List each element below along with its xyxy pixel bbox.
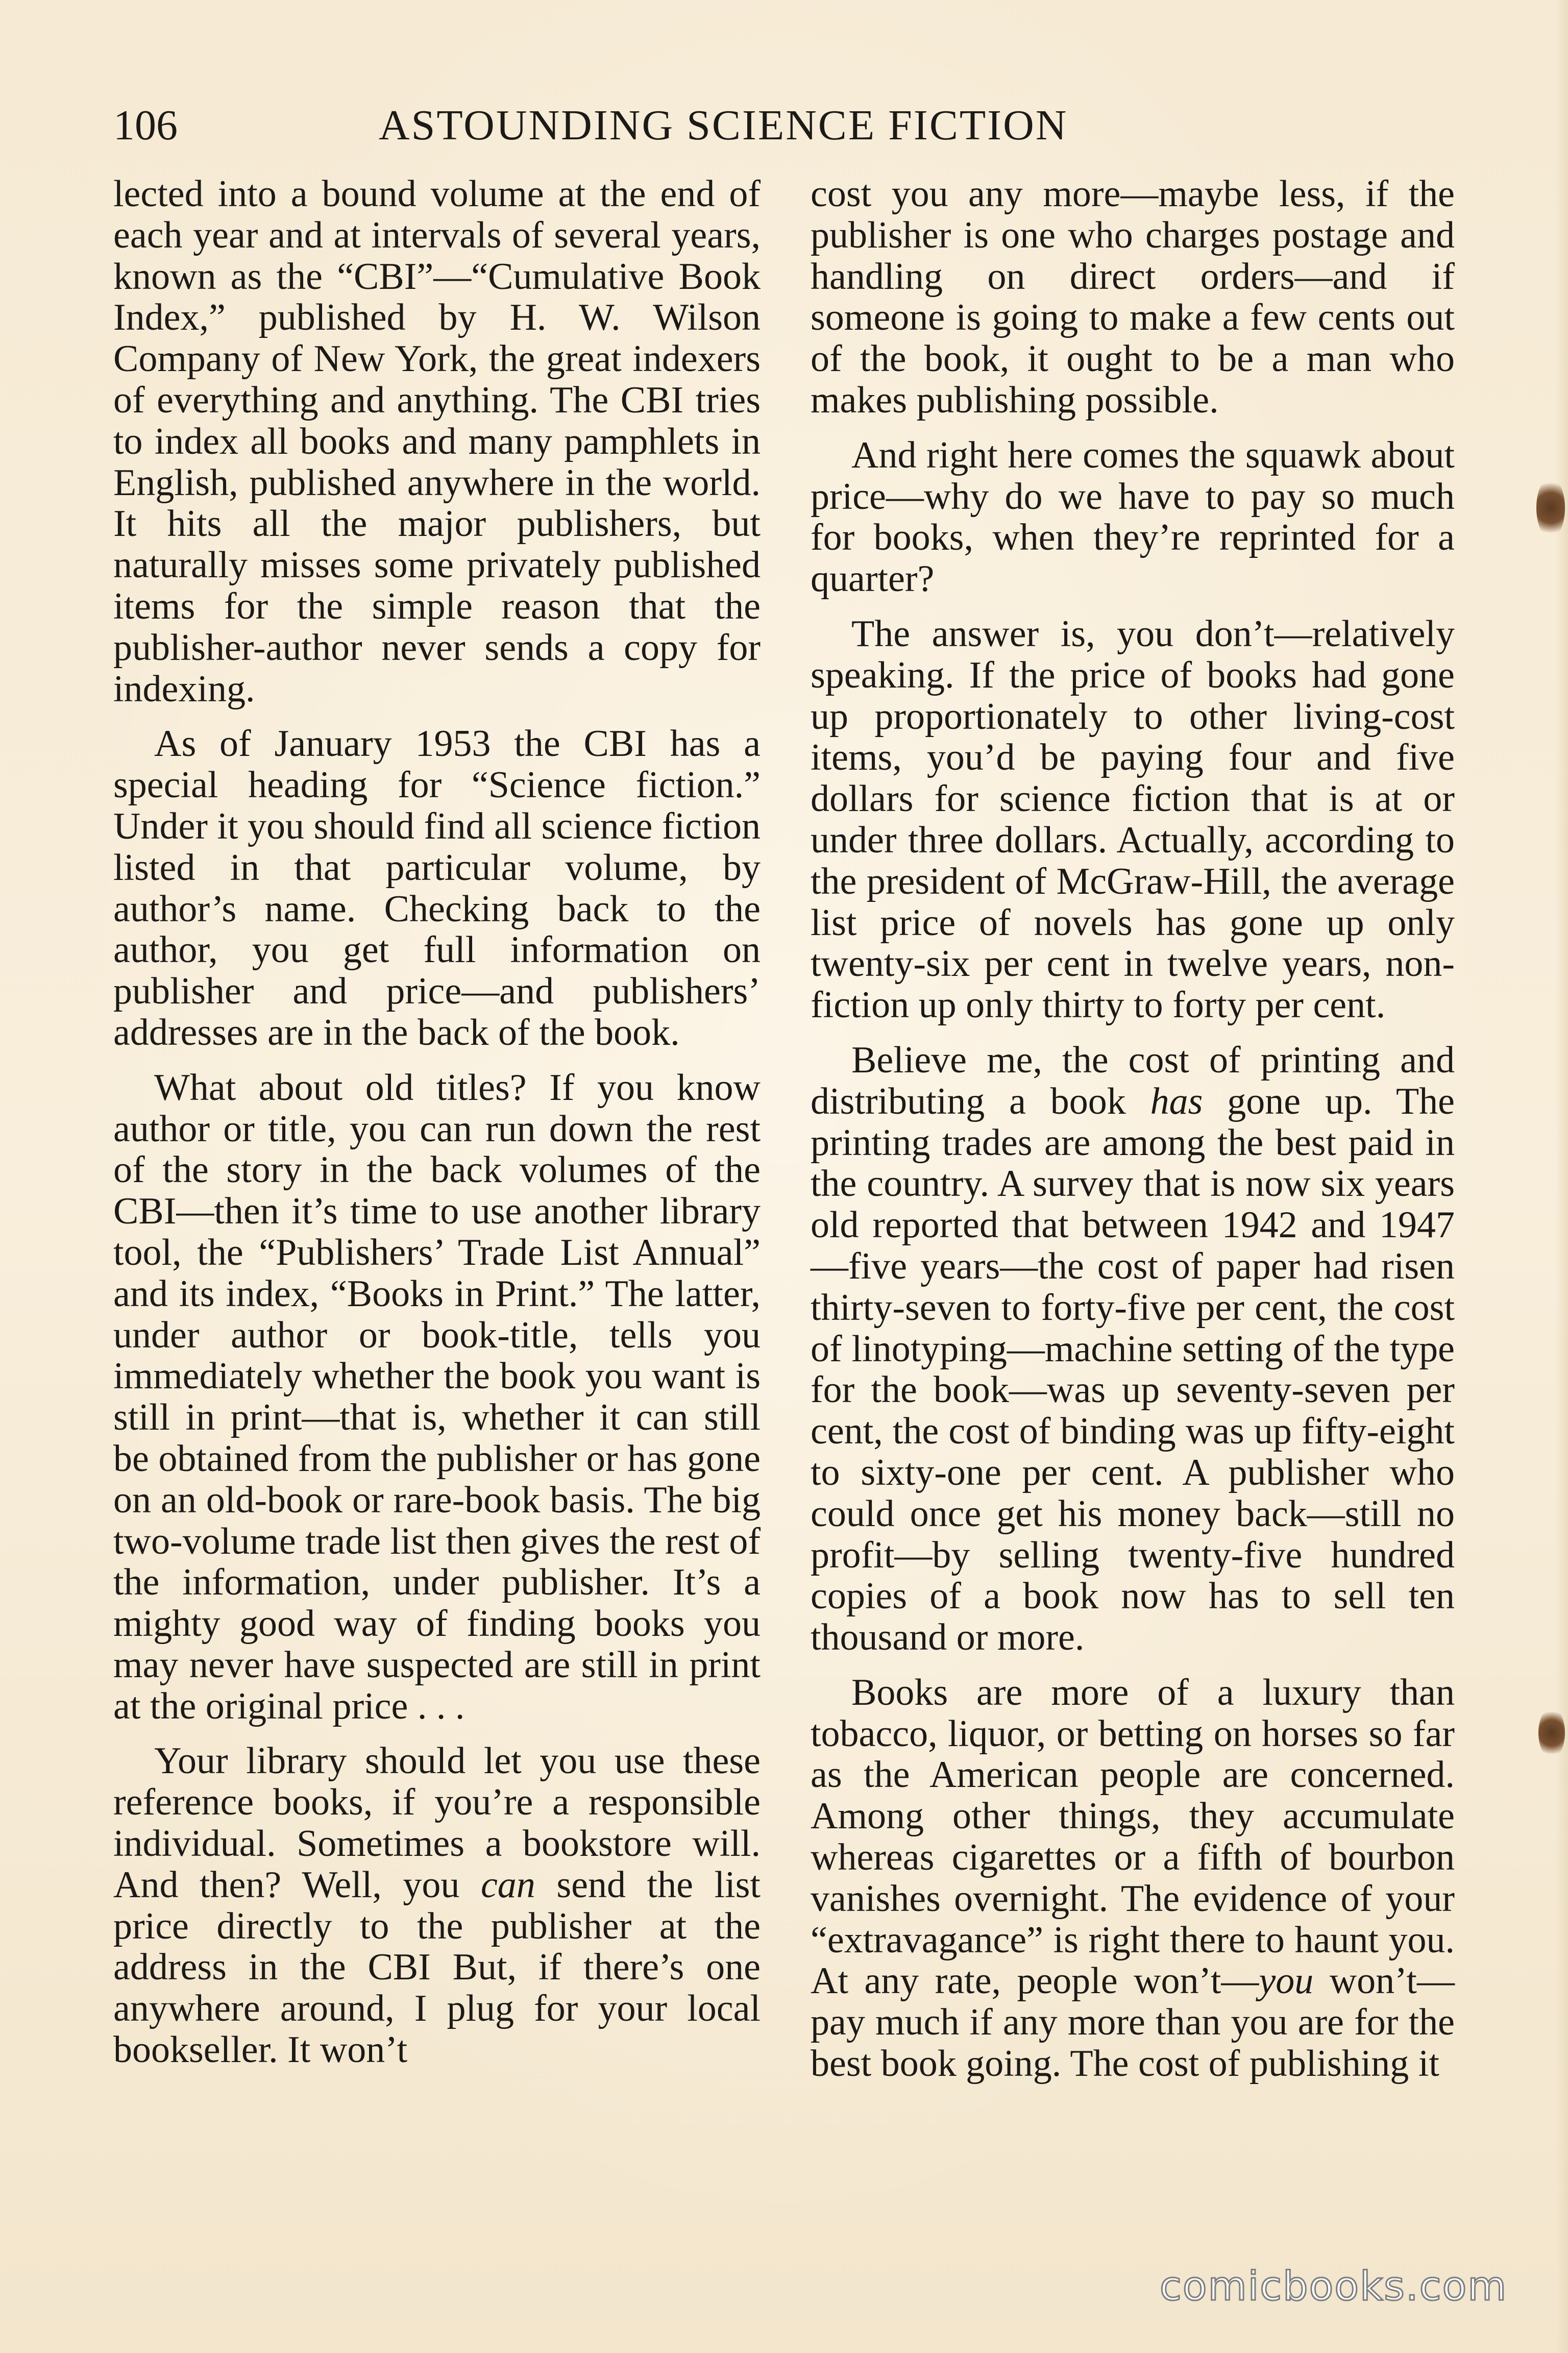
right-column (811, 174, 1455, 2085)
text-run: won’t—pay much if any more than you are for the best book going. The cost of publishing it (811, 1960, 1455, 2085)
page-header (113, 100, 1453, 156)
watermark: comicbooks.com (1160, 2264, 1508, 2310)
rust-stain (1536, 477, 1565, 538)
paragraph: What about old titles? If you know author or title, you can run down the rest of the story in the back volumes of the CBI—then it’s time to use another library tool, the “Publishers’ Trade List Annual” and its index, “Books in Print.” The latter, under author or book-title, tells you immediately whether the book you want is still in print—that is, whether it can still be obtained from the publisher or has gone on an old-book or rare-book basis. The big two-volume trade list then gives the rest of the information, under publisher. It’s a mighty good way of finding books you may never have suspected are still in print at the original price . . . (113, 1066, 761, 1727)
paragraph (113, 1741, 761, 2070)
page-number: 106 (113, 102, 178, 149)
emphasis-text: can (480, 1864, 535, 1906)
running-title: ASTOUNDING SCIENCE FICTION (379, 102, 1068, 149)
text-run: Your library should let you use these reference books, if you’re a responsible individual. Sometimes a bookstore will. And then? Well, you (113, 1740, 761, 1906)
page-edge (1556, 0, 1568, 2353)
paragraph (811, 1672, 1455, 2085)
text-run: Books are more of a luxury than tobacco, liquor, or betting on horses so far as the American people are concerned. Among other things, they accumulate whereas cigarettes or a fifth of bourbon vanishes overnight. The evidence of your “extravagance” is right there to haunt you. At any rate, people won’t— (811, 1671, 1455, 2002)
paragraph: lected into a bound volume at the end of each year and at intervals of several years, known as the “CBI”—“Cumulative Book Index,” published by H. W. Wilson Company of New York, the great indexers of everything and anything. The CBI tries to index all books and many pamphlets in English, published anywhere in the world. It hits all the major publishers, but naturally misses some privately published items for the simple reason that the publisher-author never sends a copy for indexing. (113, 173, 761, 710)
emphasis-text: has (1150, 1080, 1203, 1122)
rust-stain (1538, 1707, 1565, 1758)
text-run: send the list price directly to the publisher at the address in the CBI But, if there’s one anywhere around, I plug for your local bookseller. It won’t (113, 1864, 761, 2071)
text-run: Believe me, the cost of printing and distributing a book (811, 1039, 1455, 1122)
paragraph: The answer is, you don’t—relatively speaking. If the price of books had gone up proportionately to other living-cost items, you’d be paying four and five dollars for science fiction that is at or under three dollars. Actually, according to the president of McGraw-Hill, the average list price of novels has gone up only twenty-six per cent in twelve years, non-fiction up only thirty to forty per cent. (811, 612, 1455, 1026)
paragraph: As of January 1953 the CBI has a special heading for “Science fiction.” Under it you should find all science fiction listed in that particular volume, by author’s name. Checking back to the author, you get full information on publisher and price—and publishers’ addresses are in the back of the book. (113, 723, 761, 1053)
paragraph (811, 1040, 1455, 1658)
text-run: gone up. The printing trades are among the best paid in the country. A survey that is now six years old reported that between 1942 and 1947—five years—the cost of paper had risen thirty-seven to forty-five per cent, the cost of linotyping—machine setting of the type for the book—was up seventy-seven per cent, the cost of binding was up fifty-eight to sixty-one per cent. A publisher who could once get his money back—still no profit—by selling twenty-five hundred copies of a book now has to sell ten thousand or more. (811, 1080, 1455, 1659)
paragraph: And right here comes the squawk about price—why do we have to pay so much for books, when they’re reprinted for a quarter? (811, 434, 1455, 600)
emphasis-text: you (1259, 1960, 1314, 2002)
paragraph: cost you any more—maybe less, if the publisher is one who charges postage and handling on direct orders—and if someone is going to make a few cents out of the book, it ought to be a man who makes publishing possible. (811, 173, 1455, 421)
left-column (113, 174, 761, 2071)
